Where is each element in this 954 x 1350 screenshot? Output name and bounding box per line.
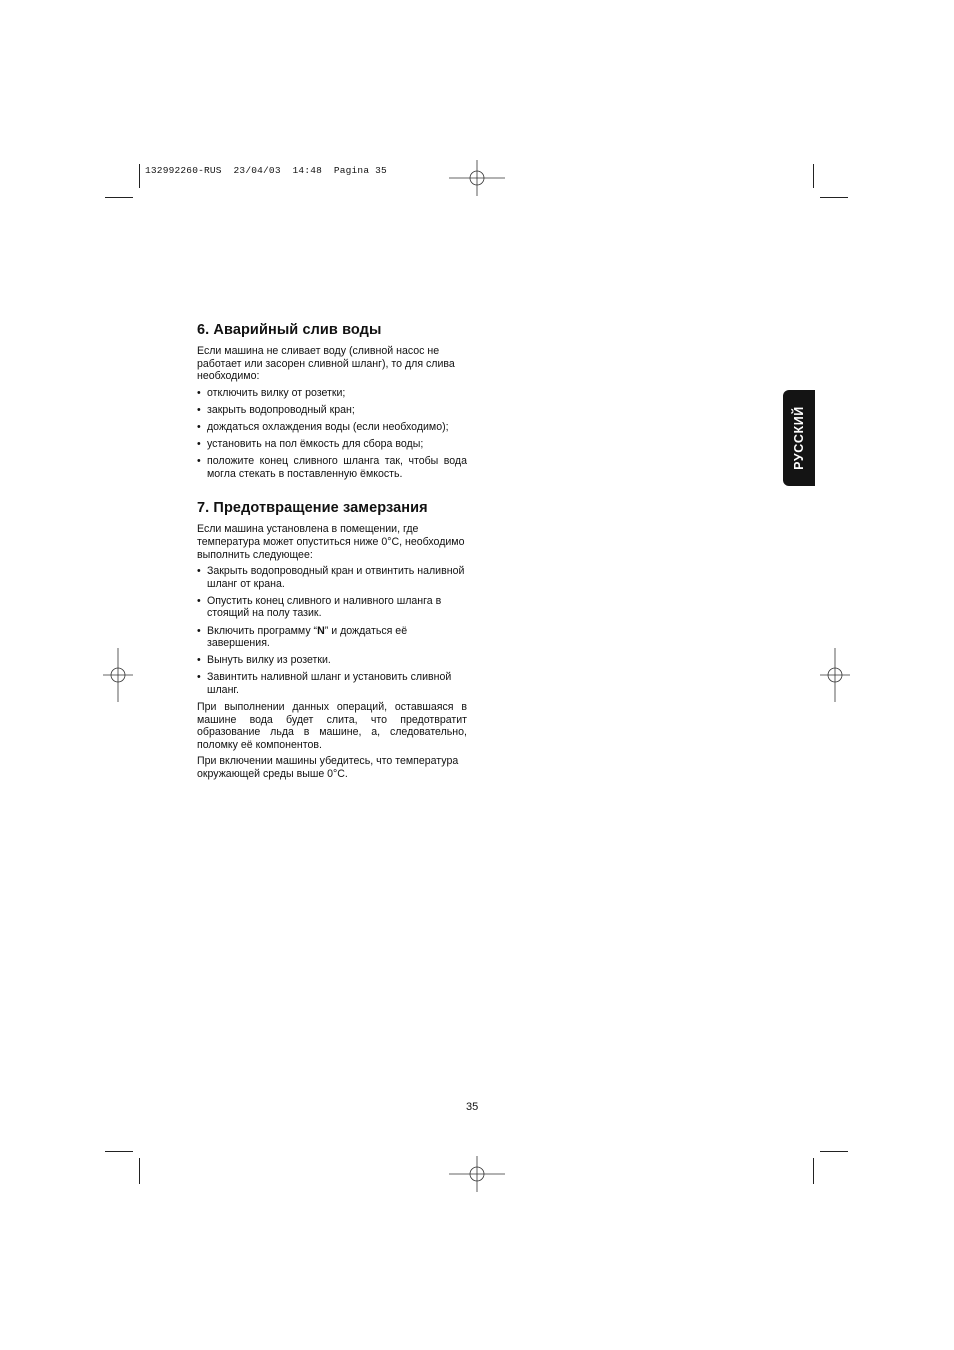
registration-mark-icon <box>449 160 505 196</box>
list-item: • отключить вилку от розетки; <box>197 387 467 400</box>
main-content <box>197 322 467 785</box>
crop-mark <box>105 1151 133 1152</box>
list-item-text: ” и дождаться её завершения. <box>207 624 408 650</box>
crop-mark <box>139 1158 140 1184</box>
list-item: • дождаться охлаждения воды (если необходимо); <box>197 421 467 434</box>
crop-mark <box>139 164 140 188</box>
registration-mark-icon <box>449 1156 505 1192</box>
crop-mark <box>813 1158 814 1184</box>
list-item-text: Включить программу “ <box>207 624 318 637</box>
list-item: • закрыть водопроводный кран; <box>197 404 467 417</box>
list-item: • положите конец сливного шланга так, чтобы вода могла стекать в поставленную ёмкость. <box>197 455 467 480</box>
crop-mark <box>105 197 133 198</box>
crop-mark <box>820 197 848 198</box>
section-7-paragraph: При включении машины убедитесь, что температура окружающей среды выше 0°C. <box>197 755 459 780</box>
crop-mark <box>820 1151 848 1152</box>
print-slug-line: 132992260-RUS 23/04/03 14:48 Pagina 35 <box>145 165 387 176</box>
section-6-list <box>197 387 467 481</box>
registration-mark-icon <box>103 648 133 702</box>
language-tab-label: РУССКИЙ <box>792 406 806 470</box>
list-item: • Вынуть вилку из розетки. <box>197 654 467 667</box>
list-item: • Закрыть водопроводный кран и отвинтить наливной шланг от крана. <box>197 565 467 590</box>
language-tab <box>783 390 815 486</box>
section-7-intro: Если машина установлена в помещении, где температура может опуститься ниже 0°C, необходимо выполнить следующее: <box>197 523 465 561</box>
section-7-title: 7. Предотвращение замерзания <box>197 500 428 517</box>
registration-mark-icon <box>820 648 850 702</box>
list-item: • установить на пол ёмкость для сбора воды; <box>197 438 467 451</box>
list-item: • Завинтить наливной шланг и установить сливной шланг. <box>197 671 467 696</box>
list-item <box>197 625 467 650</box>
section-6-intro: Если машина не сливает воду (сливной насос не работает или засорен сливной шланг), то для слива необходимо: <box>197 345 455 383</box>
program-letter: N <box>317 624 325 637</box>
list-item: • Опустить конец сливного и наливного шланга в стоящий на полу тазик. <box>197 595 467 620</box>
section-6-title: 6. Аварийный слив воды <box>197 322 382 338</box>
page-number: 35 <box>466 1101 479 1113</box>
section-7-list <box>197 565 467 696</box>
section-7-paragraph: При выполнении данных операций, оставшаяся в машине вода будет слита, что предотвратит образование льда в машине, а, следовательно, поломку её компонентов. <box>197 700 467 751</box>
crop-mark <box>813 164 814 188</box>
